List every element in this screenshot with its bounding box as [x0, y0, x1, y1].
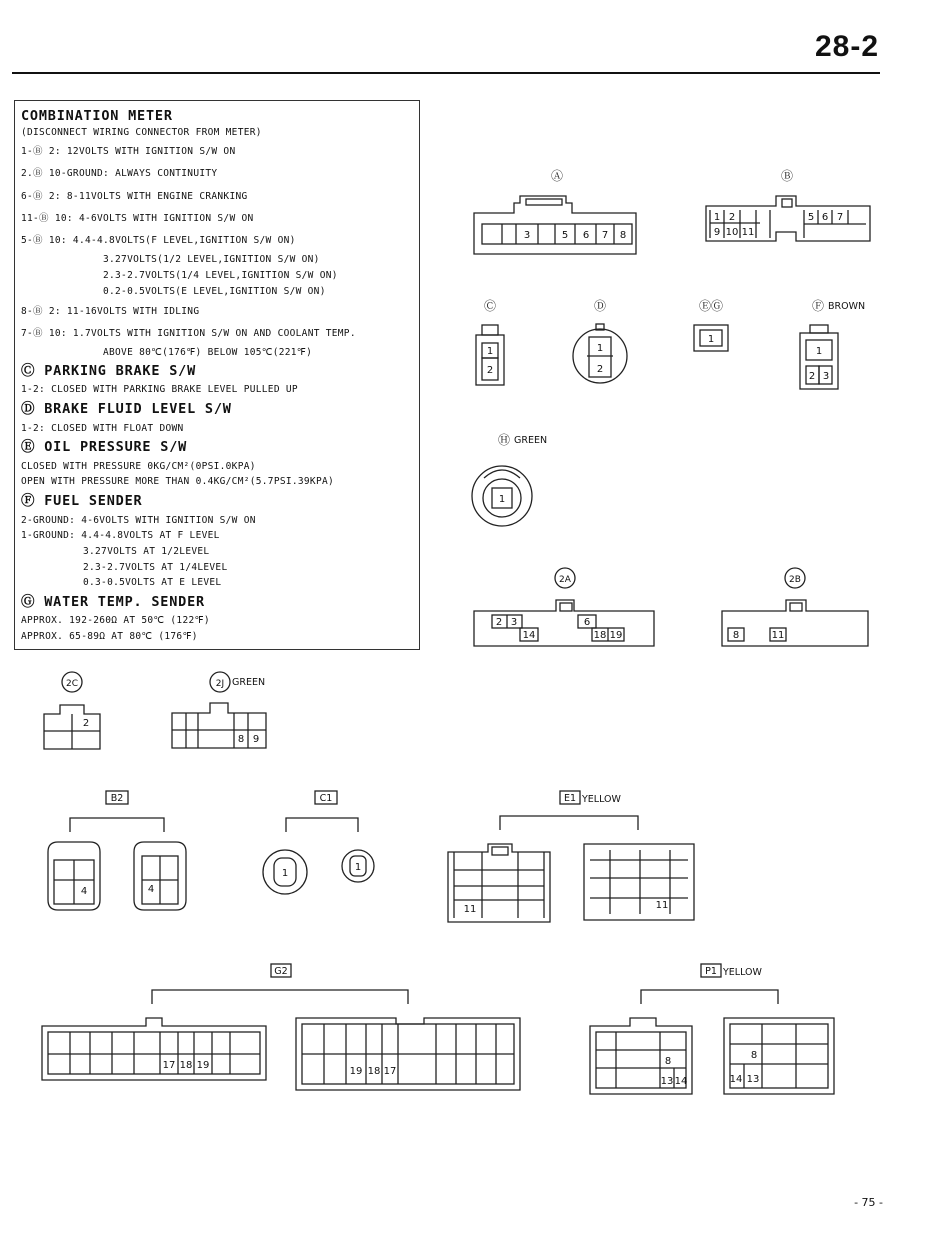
connector-f	[800, 299, 865, 389]
page-number: 28-2	[814, 30, 879, 63]
pin-label: 5	[561, 230, 569, 241]
connector-p1-label: P1	[705, 966, 717, 977]
parking-brake-line: 1-2: CLOSED WITH PARKING BRAKE LEVEL PULLED UP	[21, 384, 298, 395]
pin-label: 3	[523, 230, 531, 241]
meter-test-line: 11-Ⓑ 10: 4-6VOLTS WITH IGNITION S/W ON	[21, 213, 254, 224]
pin-label: 2	[808, 371, 816, 382]
pin-label: 7	[836, 212, 844, 223]
pin-label: 8	[750, 1050, 758, 1061]
connector-d	[573, 299, 627, 383]
connector-2a-label: 2A	[559, 575, 571, 585]
fuel-sender-title: Ⓕ FUEL SENDER	[21, 493, 143, 509]
connector-h-color: GREEN	[514, 435, 548, 446]
pin-label: 11	[771, 630, 785, 641]
pin-label: 1	[815, 346, 823, 357]
fuel-sender-line: 2.3-2.7VOLTS AT 1/4LEVEL	[83, 562, 228, 573]
pin-label: 2	[728, 212, 736, 223]
fuel-sender-line: 2-GROUND: 4-6VOLTS WITH IGNITION S/W ON	[21, 515, 256, 526]
pin-label: 1	[498, 494, 506, 505]
pin-label: 1	[354, 862, 362, 873]
pin-label: 6	[583, 617, 591, 628]
pin-label: 11	[463, 904, 477, 915]
connector-2j	[172, 672, 266, 748]
pin-label: 13	[660, 1076, 674, 1087]
pin-label: 8	[664, 1056, 672, 1067]
connector-g2	[42, 964, 520, 1090]
pin-label: 9	[713, 227, 721, 238]
pin-label: 7	[601, 230, 609, 241]
connector-c1-label: C1	[319, 793, 333, 804]
pin-label: 1	[596, 343, 604, 354]
pin-label: 18	[179, 1060, 193, 1071]
pin-label: 4	[147, 884, 155, 895]
pin-label: 2	[486, 365, 494, 376]
connector-p1	[590, 964, 834, 1094]
connector-h	[472, 433, 547, 526]
connector-b2-label: B2	[110, 793, 124, 804]
connector-a	[474, 169, 636, 254]
pin-label: 14	[522, 630, 536, 641]
meter-test-line: 1-Ⓑ 2: 12VOLTS WITH IGNITION S/W ON	[21, 146, 236, 157]
pin-label: 14	[729, 1074, 743, 1085]
connector-e1-color: YELLOW	[582, 794, 621, 805]
pin-label: 4	[80, 886, 88, 897]
connector-g2-label: G2	[274, 966, 288, 977]
pin-label: 1	[486, 346, 494, 357]
pin-label: 5	[807, 212, 815, 223]
connector-h-label: Ⓗ	[497, 433, 511, 447]
oil-pressure-line: OPEN WITH PRESSURE MORE THAN 0.4KG/CM²(5.7PSI.39KPA)	[21, 476, 335, 487]
connector-a-label: Ⓐ	[550, 169, 564, 183]
pin-label: 6	[821, 212, 829, 223]
fuel-sender-line: 0.3-0.5VOLTS AT E LEVEL	[83, 577, 222, 588]
water-temp-title: Ⓖ WATER TEMP. SENDER	[21, 594, 205, 610]
brake-fluid-line: 1-2: CLOSED WITH FLOAT DOWN	[21, 423, 184, 434]
connector-p1-color: YELLOW	[723, 967, 762, 978]
meter-test-line: 8-Ⓑ 2: 11-16VOLTS WITH IDLING	[21, 306, 200, 317]
connector-c1	[263, 791, 374, 894]
connector-b-label: Ⓑ	[780, 169, 794, 183]
pin-label: 2	[82, 718, 90, 729]
pin-label: 1	[707, 334, 715, 345]
connector-e1	[448, 791, 694, 922]
connector-e-g	[694, 299, 728, 351]
pin-label: 18	[367, 1066, 381, 1077]
pin-label: 17	[383, 1066, 397, 1077]
pin-label: 3	[510, 617, 518, 628]
pin-label: 10	[725, 227, 739, 238]
water-temp-line: APPROX. 192-260Ω AT 50℃ (122℉)	[21, 615, 210, 626]
meter-test-line: 6-Ⓑ 2: 8-11VOLTS WITH ENGINE CRANKING	[21, 191, 248, 202]
pin-label: 2	[596, 364, 604, 375]
pin-label: 8	[237, 734, 245, 745]
connector-2j-color: GREEN	[232, 677, 266, 688]
connector-e-g-label: ⒺⒼ	[698, 299, 724, 313]
disconnect-note: (DISCONNECT WIRING CONNECTOR FROM METER)	[21, 127, 262, 138]
connector-f-color: BROWN	[828, 301, 866, 312]
pin-label: 8	[732, 630, 740, 641]
connector-2b	[722, 568, 868, 646]
pin-label: 13	[746, 1074, 760, 1085]
pin-label: 14	[674, 1076, 688, 1087]
pin-label: 19	[609, 630, 623, 641]
oil-pressure-line: CLOSED WITH PRESSURE 0KG/CM²(0PSI.0KPA)	[21, 461, 256, 472]
connector-2a	[474, 568, 654, 646]
connector-f-label: Ⓕ	[811, 299, 825, 313]
pin-label: 8	[619, 230, 627, 241]
pin-label: 11	[741, 227, 755, 238]
connector-2b-label: 2B	[789, 575, 801, 585]
meter-test-line: 5-Ⓑ 10: 4.4-4.8VOLTS(F LEVEL,IGNITION S/W ON)	[21, 235, 296, 246]
pin-label: 6	[582, 230, 590, 241]
meter-test-line: 2.3-2.7VOLTS(1/4 LEVEL,IGNITION S/W ON)	[103, 270, 338, 281]
fuel-sender-line: 3.27VOLTS AT 1/2LEVEL	[83, 546, 210, 557]
connector-2j-label: 2J	[215, 679, 225, 689]
connector-2c-label: 2C	[65, 679, 79, 689]
parking-brake-title: Ⓒ PARKING BRAKE S/W	[21, 363, 196, 379]
meter-test-line: 7-Ⓑ 10: 1.7VOLTS WITH IGNITION S/W ON AND COOLANT TEMP.	[21, 328, 356, 339]
pin-label: 11	[655, 900, 669, 911]
connector-c	[476, 299, 504, 385]
meter-test-line: 2.Ⓑ 10-GROUND: ALWAYS CONTINUITY	[21, 168, 218, 179]
water-temp-line: APPROX. 65-89Ω AT 80℃ (176℉)	[21, 631, 198, 642]
meter-test-line: 3.27VOLTS(1/2 LEVEL,IGNITION S/W ON)	[103, 254, 320, 265]
connector-e1-label: E1	[563, 793, 577, 804]
pin-label: 17	[162, 1060, 176, 1071]
connector-b2	[48, 791, 186, 910]
footer-page-number: - 75 -	[854, 1196, 883, 1209]
meter-test-line: 0.2-0.5VOLTS(E LEVEL,IGNITION S/W ON)	[103, 286, 326, 297]
pin-label: 19	[349, 1066, 363, 1077]
spec-title: COMBINATION METER	[21, 108, 173, 124]
pin-label: 1	[713, 212, 721, 223]
connector-2c	[44, 672, 100, 749]
meter-test-line: ABOVE 80℃(176℉) BELOW 105℃(221℉)	[103, 347, 313, 358]
pin-label: 3	[822, 371, 830, 382]
fuel-sender-line: 1-GROUND: 4.4-4.8VOLTS AT F LEVEL	[21, 530, 220, 541]
oil-pressure-title: Ⓔ OIL PRESSURE S/W	[21, 439, 188, 455]
pin-label: 9	[252, 734, 260, 745]
pin-label: 19	[196, 1060, 210, 1071]
connector-b	[706, 169, 870, 241]
pin-label: 18	[593, 630, 607, 641]
pin-label: 1	[281, 868, 289, 879]
brake-fluid-title: Ⓓ BRAKE FLUID LEVEL S/W	[21, 401, 232, 417]
pin-label: 2	[495, 617, 503, 628]
connector-c-label: Ⓒ	[483, 299, 497, 313]
connector-d-label: Ⓓ	[593, 299, 607, 313]
